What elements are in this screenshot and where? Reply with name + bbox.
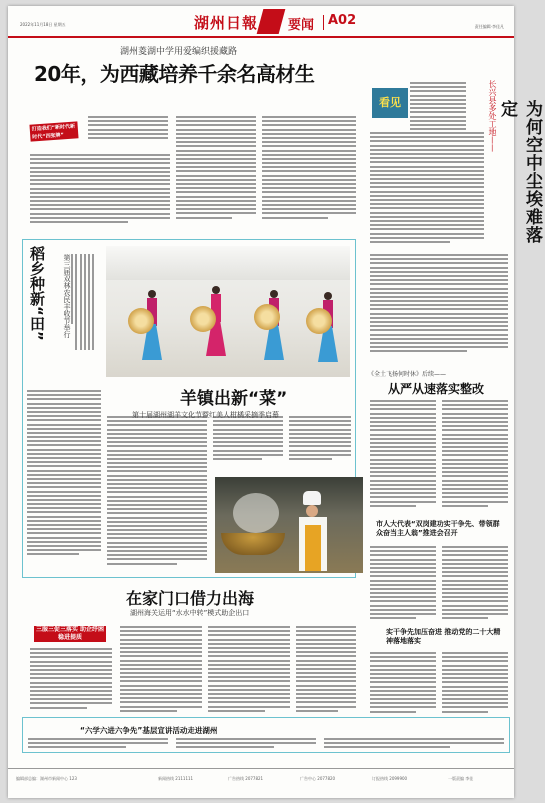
tent-roof bbox=[106, 246, 350, 280]
story6-col2 bbox=[442, 652, 508, 715]
story1-badge: 打造我们“新时代新时代“四张牌” bbox=[29, 121, 78, 141]
fan-prop bbox=[190, 306, 216, 332]
steam bbox=[233, 493, 279, 533]
wok bbox=[221, 533, 285, 555]
story3-col4 bbox=[296, 626, 356, 714]
page-number: A02 bbox=[328, 13, 357, 28]
story1-text-col4 bbox=[262, 116, 356, 221]
story3-headline: 在家门口借力出海 bbox=[126, 589, 255, 608]
feature-col2 bbox=[213, 416, 283, 462]
sidebar-text-lower bbox=[370, 254, 508, 355]
page-footer bbox=[8, 768, 514, 799]
fan-prop bbox=[254, 304, 280, 330]
story5-col2 bbox=[442, 546, 508, 621]
story6-col1 bbox=[370, 652, 436, 715]
logo-stripe bbox=[257, 9, 286, 34]
sidebar-story bbox=[368, 72, 542, 250]
story4-col1 bbox=[370, 400, 436, 509]
feature-col1 bbox=[107, 416, 207, 567]
story5-headline: 市人大代表“双岗建功实干争先、带领群众奋当主人翁”推进会召开 bbox=[376, 520, 500, 537]
story3-col3 bbox=[208, 626, 290, 714]
masthead bbox=[8, 6, 514, 38]
story4-kicker: 《全土飞扬何时休》后续—— bbox=[368, 371, 447, 378]
story7-headline: “六学六进六争先”基层宣讲活动走进湖州 bbox=[80, 726, 218, 735]
story5-col1 bbox=[370, 546, 436, 621]
story1-headline: 20年，为西藏培养千余名高材生 bbox=[34, 62, 315, 86]
feature-left-headline: 稻乡种新“田” bbox=[28, 246, 46, 341]
issue-date: 2022年11月18日 星期五 bbox=[20, 22, 66, 27]
footer-item: 新闻热线 2111111 bbox=[158, 776, 194, 781]
page-editor: 责任编辑·李佳凡 bbox=[474, 24, 504, 29]
story1-kicker: 湖州菱湖中学用爱编织援藏路 bbox=[120, 47, 238, 57]
chef-cooking-photo bbox=[215, 477, 363, 573]
footer-item: 广告中心 2077820 bbox=[300, 776, 336, 781]
story6-headline: 实干争先加压奋进 推动党的二十大精神落地落实 bbox=[386, 628, 501, 645]
sidebar-headline: 为何空中尘埃难落定 bbox=[497, 100, 542, 244]
story7-col1 bbox=[28, 738, 168, 751]
story4-headline: 从严从速落实整改 bbox=[388, 382, 485, 396]
story1-text-col2 bbox=[30, 154, 170, 225]
kanjian-icon: 看见 bbox=[372, 88, 408, 118]
sidebar-text-top bbox=[410, 82, 466, 132]
footer-item: 编辑部总编：湖州市新闻中心 123 bbox=[16, 776, 77, 781]
footer-item: 广告热线 2077821 bbox=[228, 776, 264, 781]
story3-col1 bbox=[30, 648, 112, 711]
feature-subhead: 第十届湖州湖羊文化节暨红美人柑橘采摘季启幕 bbox=[132, 411, 279, 419]
feature-left-subhead: 第三届双林农民丰收节举行 bbox=[63, 254, 71, 338]
feature-left-text bbox=[27, 390, 101, 558]
section-name: 要闻 bbox=[288, 18, 315, 33]
header-divider bbox=[323, 15, 324, 30]
story1-text-col3 bbox=[176, 116, 256, 221]
fan-prop bbox=[306, 308, 332, 334]
story7-col3 bbox=[324, 738, 504, 751]
story1-text-col1 bbox=[88, 116, 168, 141]
story4-col2 bbox=[442, 400, 508, 509]
sidebar-subhead: 长兴县多处工地—— bbox=[488, 80, 497, 152]
chef-figure bbox=[297, 491, 327, 571]
sidebar-text-body bbox=[370, 132, 484, 245]
story3-badge: 三服三促三落实 助企纾困稳进提质 bbox=[35, 626, 105, 641]
fan-prop bbox=[128, 308, 154, 334]
feature-left-vertical-text bbox=[71, 254, 94, 350]
dancers-photo bbox=[106, 246, 350, 377]
story3-col2 bbox=[120, 626, 202, 714]
story7-col2 bbox=[176, 738, 316, 751]
footer-item: 订报热线 2099900 bbox=[372, 776, 408, 781]
footer-item: 一版责编 李佳 bbox=[448, 776, 474, 781]
feature-headline: 羊镇出新“菜” bbox=[180, 389, 288, 409]
story3-subhead: 湖州海关运用“水水中转”模式助企出口 bbox=[130, 609, 250, 617]
newspaper-page bbox=[8, 6, 542, 798]
feature-col3 bbox=[289, 416, 351, 462]
newspaper-logo: 湖州日報 bbox=[194, 14, 259, 32]
